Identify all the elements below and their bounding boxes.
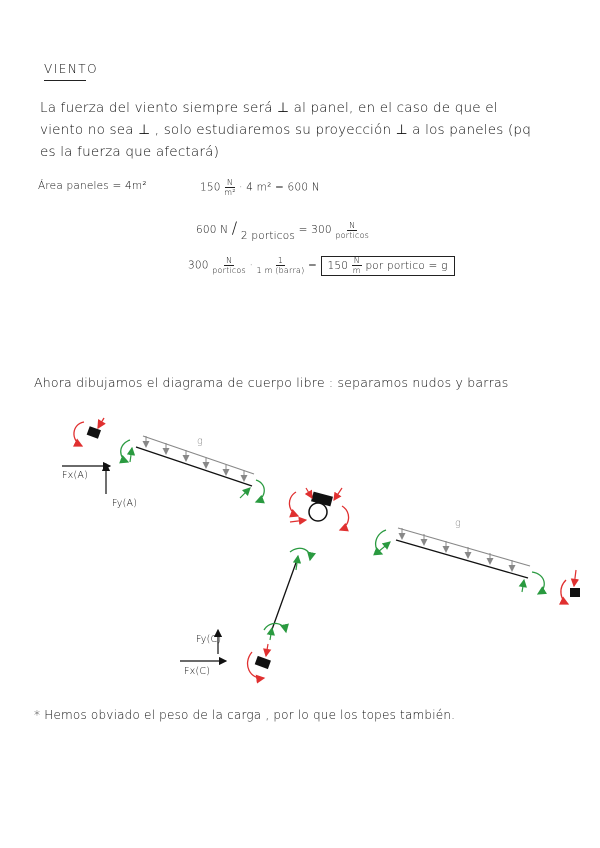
- eq2-left: 600 N: [196, 224, 229, 236]
- support-d-block: [570, 588, 580, 597]
- node-d: [561, 570, 580, 604]
- eq3-unit-den: porticos: [212, 266, 246, 275]
- force-d-red-icon: [574, 570, 576, 586]
- eq1-unit-den: m²: [224, 188, 236, 197]
- eq1-unit-num: N: [226, 178, 233, 187]
- eq3-mult-num: 1: [277, 256, 284, 265]
- paragraph-line-1: La fuerza del viento siempre será ⊥ al panel, en el caso de que el: [40, 100, 498, 116]
- eq3-unit-num: N: [225, 256, 233, 265]
- distributed-load-1-icon: [146, 436, 244, 481]
- node-c: [248, 644, 271, 678]
- moment-b-right-icon: [340, 506, 349, 530]
- eq3-result-suffix: por portico = g: [365, 259, 448, 272]
- eq2-unit-den: porticos: [335, 230, 370, 240]
- eq3-result-unit-den: m: [352, 266, 361, 275]
- force-bar1-right-icon: [240, 488, 250, 498]
- force-bar1-left-icon: [130, 448, 132, 462]
- fx-c-label: Fx(C): [184, 666, 211, 677]
- fy-c-label: Fy(C): [196, 634, 222, 645]
- fx-a-label: Fx(A): [62, 470, 88, 481]
- force-b-2-icon: [334, 488, 342, 500]
- force-bar2-left-icon: [378, 542, 390, 552]
- footnote: * Hemos obviado el peso de la carga , por lo que los topes también.: [34, 708, 456, 722]
- eq2-unit-num: N: [349, 220, 356, 230]
- moment-bar3-top-icon: [290, 548, 310, 560]
- eq3-result-unit-num: N: [353, 256, 360, 265]
- force-c-red-icon: [266, 644, 268, 656]
- bar-2: [396, 540, 528, 578]
- eq3-mult-den: 1 m (barra): [256, 266, 305, 275]
- eq3-result-value: 150: [327, 259, 349, 272]
- eq2-div: 2 porticos: [240, 230, 296, 242]
- bar-1: [136, 447, 252, 486]
- eq3-eq: =: [307, 259, 317, 272]
- fy-a-label: Fy(A): [112, 498, 138, 509]
- force-bar2-right-icon: [522, 580, 524, 592]
- load-2-label: g: [455, 518, 461, 529]
- central-hinge: [309, 503, 327, 521]
- load-1-label: g: [197, 436, 203, 447]
- eq1-prefix: 150: [200, 181, 221, 194]
- eq3-left: 300: [188, 259, 209, 272]
- area-label: Área paneles = 4m²: [38, 180, 147, 192]
- moment-d-red-icon: [561, 580, 568, 604]
- node-a: [74, 418, 104, 446]
- moment-bar1-right-icon: [256, 480, 264, 502]
- moment-bar2-right-icon: [532, 572, 544, 594]
- paragraph-line-3: es la fuerza que afectará): [40, 144, 220, 160]
- support-c-block: [255, 656, 271, 669]
- eq1-suffix: · 4 m² = 600 N: [239, 181, 320, 194]
- moment-bar1-left-icon: [121, 440, 130, 462]
- node-b: [289, 488, 348, 530]
- load-line-2: [398, 528, 530, 566]
- support-a-block: [87, 426, 101, 439]
- equation-3: 300 $\frac{N}{\text{porticos}}$ · $\frac{1}{\text{1 m (barra)}}$ = 150 $\frac{N}{m}$ por portico = g: [188, 256, 455, 275]
- moment-a-red-icon: [74, 422, 84, 446]
- eq2-eq: = 300: [298, 224, 332, 236]
- moment-b-left-icon: [289, 492, 298, 516]
- moment-bar3-bottom-icon: [264, 623, 286, 632]
- equation-2: 600 N / 2 porticos = 300 $\frac{N}{\text{porticos}}$: [196, 218, 370, 242]
- force-b-1-icon: [290, 520, 306, 522]
- page-title: VIENTO: [44, 62, 99, 76]
- force-b-3-icon: [306, 488, 312, 498]
- paragraph-line-2: viento no sea ⊥ , solo estudiaremos su proyección ⊥ a los paneles (pq: [40, 122, 531, 138]
- diagram-intro: Ahora dibujamos el diagrama de cuerpo libre : separamos nudos y barras: [34, 375, 509, 390]
- force-a-red-icon: [98, 418, 104, 428]
